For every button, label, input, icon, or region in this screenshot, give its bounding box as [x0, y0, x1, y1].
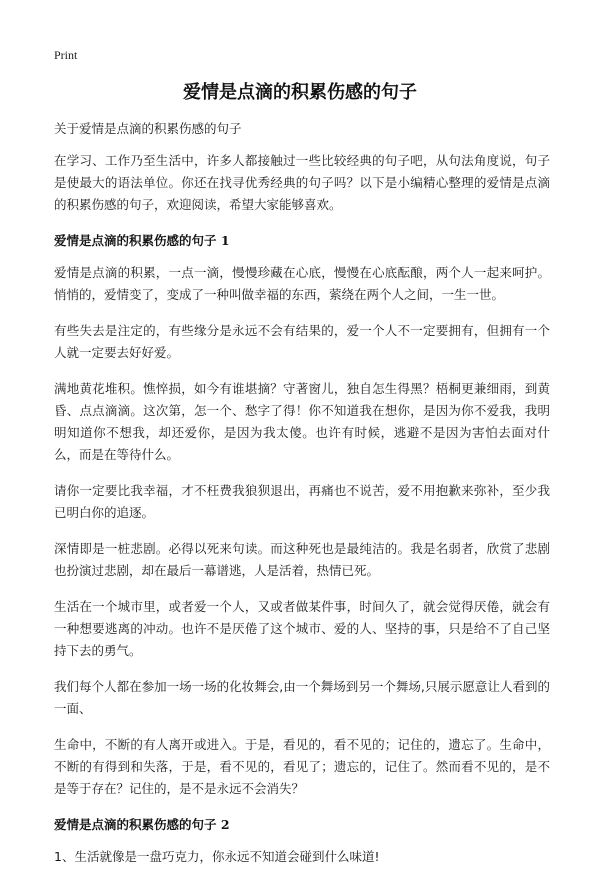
- section-1-paragraph: 深情即是一桩悲剧。必得以死来句读。而这种死也是最纯洁的。我是名弱者，欣赏了悲剧也扮演过悲剧，却在最后一幕谱逃，人是活着，热情已死。: [54, 541, 550, 578]
- section-1-paragraph: 有些失去是注定的，有些缘分是永远不会有结果的，爱一个人不一定要拥有，但拥有一个人就一定要去好好爱。: [54, 323, 550, 360]
- section-heading-2: 爱情是点滴的积累伤感的句子 2: [54, 817, 230, 832]
- document-subtitle: 关于爱情是点滴的积累伤感的句子: [54, 121, 242, 136]
- section-1-paragraph: 生活在一个城市里，或者爱一个人，又或者做某件事，时间久了，就会觉得厌倦，就会有一种想要逃离的冲动。也许不是厌倦了这个城市、爱的人、坚持的事，只是给不了自己坚持下去的勇气。: [54, 599, 550, 658]
- section-1-paragraph: 爱情是点滴的积累，一点一滴，慢慢珍藏在心底，慢慢在心底酝酿，两个人一起来呵护。悄悄的，爱情变了，变成了一种叫做幸福的东西，萦绕在两个人之间，一生一世。: [54, 265, 550, 302]
- section-1-paragraph: 满地黄花堆积。憔悴损，如今有谁堪摘？守著窗儿，独自怎生得黑？梧桐更兼细雨，到黄昏、点点滴滴。这次第，怎一个、愁字了得！你不知道我在想你，是因为你不爱我，我明明知道你不想我，却还爱你，是因为我太傻。也许有时候，逃避不是因为害怕去面对什么，而是在等待什么。: [54, 381, 550, 462]
- document-body: [54, 118, 550, 882]
- section-1-paragraph: 我们每个人都在参加一场一场的化妆舞会,由一个舞场到另一个舞场,只展示愿意让人看到的一面、: [54, 679, 550, 716]
- page-title: 爱情是点滴的积累伤感的句子: [183, 82, 417, 103]
- section-2-paragraph: 1、生活就像是一盘巧克力，你永远不知道会碰到什么味道!: [54, 849, 380, 864]
- section-1-paragraph: 生命中，不断的有人离开或进入。于是，看见的，看不见的；记住的，遗忘了。生命中，不断的有得到和失落，于是，看不见的，看见了；遗忘的，记住了。然而看不见的，是不是等于存在？记住的，是不是永远不会消失？: [54, 737, 550, 796]
- section-heading-1: 爱情是点滴的积累伤感的句子 1: [54, 233, 230, 248]
- intro-paragraph: 在学习、工作乃至生活中，许多人都接触过一些比较经典的句子吧，从句法角度说，句子是使最大的语法单位。你还在找寻优秀经典的句子吗？以下是小编精心整理的爱情是点滴的积累伤感的句子，欢迎阅读，希望大家能够喜欢。: [54, 153, 550, 212]
- section-1-paragraph: 请你一定要比我幸福，才不枉费我狼狈退出，再痛也不说苦，爱不用抱歉来弥补，至少我已明白你的追逐。: [54, 483, 550, 520]
- print-link[interactable]: Print: [54, 48, 78, 62]
